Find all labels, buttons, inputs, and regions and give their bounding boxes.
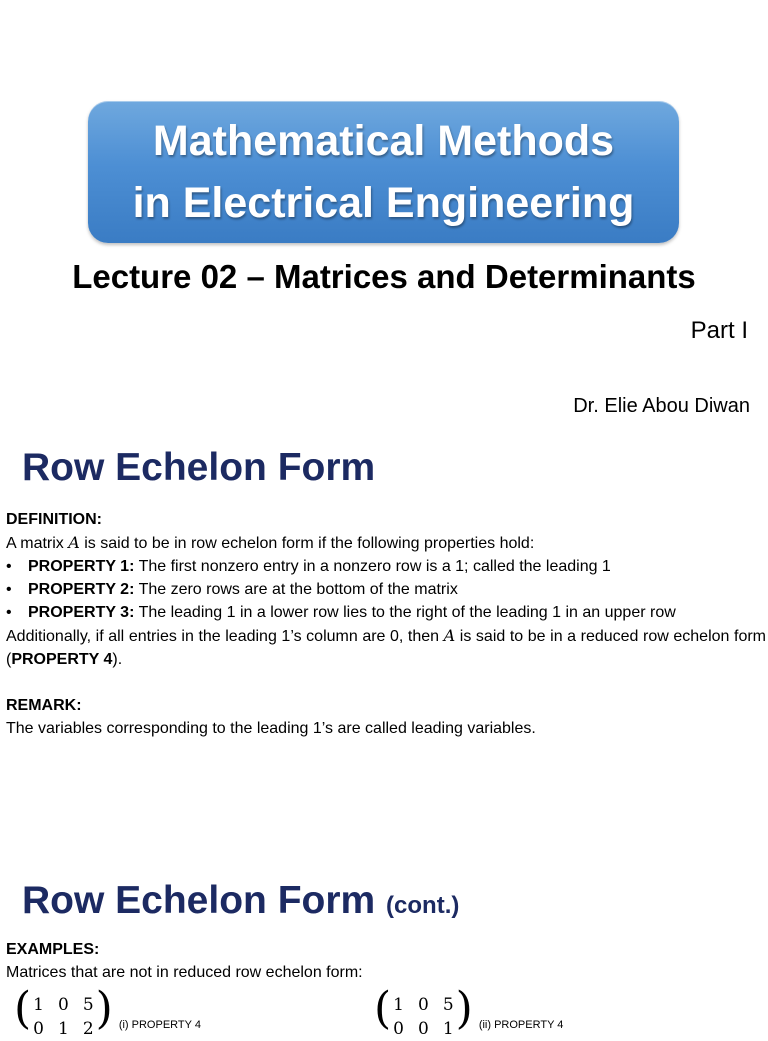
property-3: • PROPERTY 3: The leading 1 in a lower row lies to the right of the leading 1 in an upper row xyxy=(6,604,676,621)
example-matrix-1: ( 1 0 5 0 1 2 ) (i) PROPERTY 4 xyxy=(14,983,201,1039)
remark-text: The variables corresponding to the leading 1’s are called leading variables. xyxy=(6,720,536,737)
definition-intro: A matrix A is said to be in row echelon form if the following properties hold: xyxy=(6,533,535,552)
examples-text: Matrices that are not in reduced row echelon form: xyxy=(6,964,363,981)
definition-block xyxy=(6,508,766,740)
property-1: • PROPERTY 1: The first nonzero entry in a nonzero row is a 1; called the leading 1 xyxy=(6,558,611,575)
part-label: Part I xyxy=(690,317,748,344)
definition-label: DEFINITION: xyxy=(6,511,102,528)
property-2: • PROPERTY 2: The zero rows are at the bottom of the matrix xyxy=(6,581,458,598)
section-heading-cont: Row Echelon Form (cont.) xyxy=(22,879,460,922)
matrix-2-note: (ii) PROPERTY 4 xyxy=(478,1019,564,1031)
course-title-banner xyxy=(88,101,679,243)
remark-label: REMARK: xyxy=(6,697,82,714)
course-title-line-2: in Electrical Engineering xyxy=(132,179,635,227)
examples-label: EXAMPLES: xyxy=(6,941,100,958)
property-4-text: Additionally, if all entries in the leading 1’s column are 0, then A is said to be in a reduced row echelon form (PROPERTY 4). xyxy=(6,626,767,668)
example-matrix-2: ( 1 0 5 0 0 1 ) (ii) PROPERTY 4 xyxy=(374,983,564,1039)
matrix-1-note: (i) PROPERTY 4 xyxy=(118,1019,201,1031)
cont-suffix: (cont.) xyxy=(386,892,460,919)
examples-block xyxy=(6,938,766,984)
lecture-title: Lecture 02 – Matrices and Determinants xyxy=(72,258,696,295)
course-title-line-1: Mathematical Methods xyxy=(152,117,615,165)
author-name: Dr. Elie Abou Diwan xyxy=(573,395,750,417)
section-heading: Row Echelon Form xyxy=(22,446,376,489)
